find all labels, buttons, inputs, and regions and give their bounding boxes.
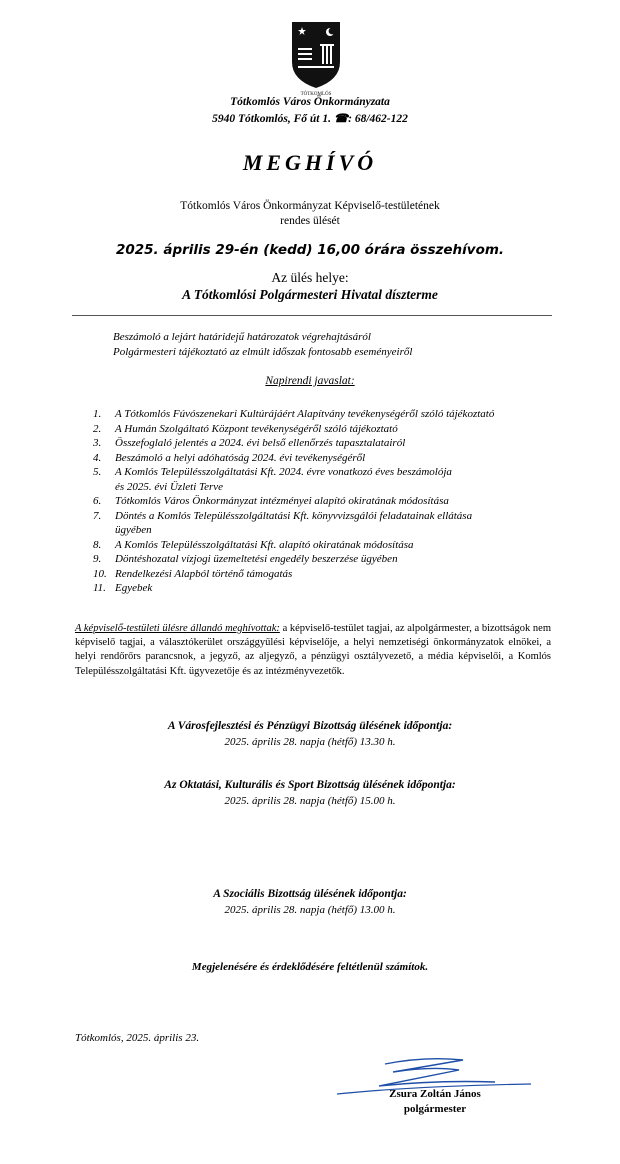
venue-label: Az ülés helye: bbox=[271, 270, 349, 285]
agenda-item-text: A Humán Szolgáltató Központ tevékenységéről szóló tájékoztató bbox=[115, 422, 398, 435]
agenda-item-continuation bbox=[93, 523, 573, 538]
agenda-item-number: 3. bbox=[93, 437, 102, 449]
agenda-item-number: 2. bbox=[93, 422, 102, 435]
agenda-item-number: 4. bbox=[93, 451, 102, 464]
agenda-item bbox=[93, 581, 573, 596]
agenda-item bbox=[93, 422, 573, 437]
agenda-item-text: A Tótkomlós Fúvószenekari Kultúrájáért Alapítvány tevékenységéről szóló tájékoztató bbox=[115, 408, 495, 420]
committee-meeting-title: A Szociális Bizottság ülésének időpontja: bbox=[213, 888, 407, 900]
agenda-item-text: Tótkomlós Város Önkormányzat intézményei alapító okiratának módosítása bbox=[115, 495, 449, 507]
agenda-item-number: 10. bbox=[93, 567, 107, 580]
committee-meeting-date: 2025. április 28. napja (hétfő) 15.00 h. bbox=[224, 795, 396, 807]
venue-name: A Tótkomlósi Polgármesteri Hivatal díszterme bbox=[182, 287, 438, 302]
agenda-item-text: A Komlós Településszolgáltatási Kft. alapító okiratának módosítása bbox=[115, 538, 414, 551]
agenda-item-text: és 2025. évi Üzleti Terve bbox=[115, 480, 224, 493]
agenda-item bbox=[93, 436, 573, 451]
meeting-date: 2025. április 29-én (kedd) 16,00 órára összehívom. bbox=[115, 242, 505, 258]
pre-agenda-item: Polgármesteri tájékoztató az elmúlt időszak fontosabb eseményeiről bbox=[113, 346, 413, 358]
agenda-item-number: 5. bbox=[93, 466, 102, 478]
invited-text: a képviselő-testület tagjai, az alpolgármester, a bizottságok nem képviselő tagjai, a választókerület országgyűlési képviselője, a helyi nemzetiségi önkormányzatok elnökei, a helyi rendőrőrs parancsnok, a jegyző, az aljegyző, a pénzügyi osztályvezető, a média képviselői, a Komlós Településszolgáltatási Kft. ügyvezetője és az intézményvezetők. bbox=[75, 623, 551, 677]
agenda-item-number: 1. bbox=[93, 408, 102, 420]
agenda-item bbox=[93, 407, 573, 422]
document-title: MEGHÍVÓ bbox=[242, 150, 378, 175]
intro-line-2: rendes ülését bbox=[280, 215, 340, 227]
pre-agenda-item: Beszámoló a lejárt határidejű határozatok végrehajtásáról bbox=[113, 331, 371, 343]
agenda-item bbox=[93, 465, 573, 480]
agenda-item-number: 11. bbox=[93, 582, 106, 594]
intro-line-1: Tótkomlós Város Önkormányzat Képviselő-testületének bbox=[180, 200, 440, 212]
agenda-item-number: 6. bbox=[93, 495, 102, 507]
agenda-item-number: 7. bbox=[93, 509, 102, 522]
committee-meeting-date: 2025. április 28. napja (hétfő) 13.30 h. bbox=[224, 736, 396, 748]
agenda-item-text: ügyében bbox=[115, 524, 152, 536]
committee-meeting-title: A Városfejlesztési és Pénzügyi Bizottság ülésének időpontja: bbox=[167, 720, 453, 732]
agenda-item bbox=[93, 494, 573, 509]
agenda-item bbox=[93, 552, 573, 567]
agenda-item-text: Beszámoló a helyi adóhatóság 2024. évi tevékenységéről bbox=[115, 451, 366, 464]
closing-sentence: Megjelenésére és érdeklődésére feltétlenül számítok. bbox=[191, 961, 429, 973]
crest-caption: TÓTKOMLÓS bbox=[300, 92, 332, 96]
agenda-item bbox=[93, 451, 573, 466]
agenda-item-text: Döntés a Komlós Településszolgáltatási Kft. könyvvizsgálói feladatainak ellátása bbox=[115, 509, 473, 522]
committee-meeting-date: 2025. április 28. napja (hétfő) 13.00 h. bbox=[224, 904, 396, 916]
agenda-list bbox=[93, 407, 573, 596]
divider bbox=[72, 315, 552, 316]
organization-name: Tótkomlós Város Önkormányzata bbox=[230, 96, 390, 108]
invited-paragraph bbox=[75, 622, 551, 679]
place-and-date: Tótkomlós, 2025. április 23. bbox=[75, 1032, 200, 1044]
organization-address: 5940 Tótkomlós, Fő út 1. ☎: 68/462-122 bbox=[212, 113, 408, 125]
signer-role: polgármester bbox=[403, 1103, 467, 1115]
agenda-item-text: Összefoglaló jelentés a 2024. évi belső ellenőrzés tapasztalatairól bbox=[115, 437, 406, 449]
agenda-item-text: Rendelkezési Alapból történő támogatás bbox=[115, 567, 293, 580]
invited-label: A képviselő-testületi ülésre állandó meghívottak: bbox=[75, 623, 280, 634]
agenda-item-text: Egyebek bbox=[115, 582, 153, 594]
committee-meeting-title: Az Oktatási, Kulturális és Sport Bizottság ülésének időpontja: bbox=[164, 779, 456, 791]
agenda-item-text: A Komlós Településszolgáltatási Kft. 2024. évre vonatkozó éves beszámolója bbox=[115, 466, 452, 478]
agenda-item-continuation bbox=[93, 480, 573, 495]
agenda-item bbox=[93, 509, 573, 524]
agenda-item-number: 9. bbox=[93, 553, 102, 565]
agenda-item-text: Döntéshozatal vízjogi üzemeltetési engedély beszerzése ügyében bbox=[115, 553, 398, 565]
signer-name: Zsura Zoltán János bbox=[389, 1088, 481, 1100]
agenda-item-number: 8. bbox=[93, 538, 102, 551]
agenda-heading: Napirendi javaslat: bbox=[265, 375, 355, 387]
agenda-item bbox=[93, 538, 573, 553]
agenda-item bbox=[93, 567, 573, 582]
coat-of-arms-logo bbox=[286, 18, 346, 96]
